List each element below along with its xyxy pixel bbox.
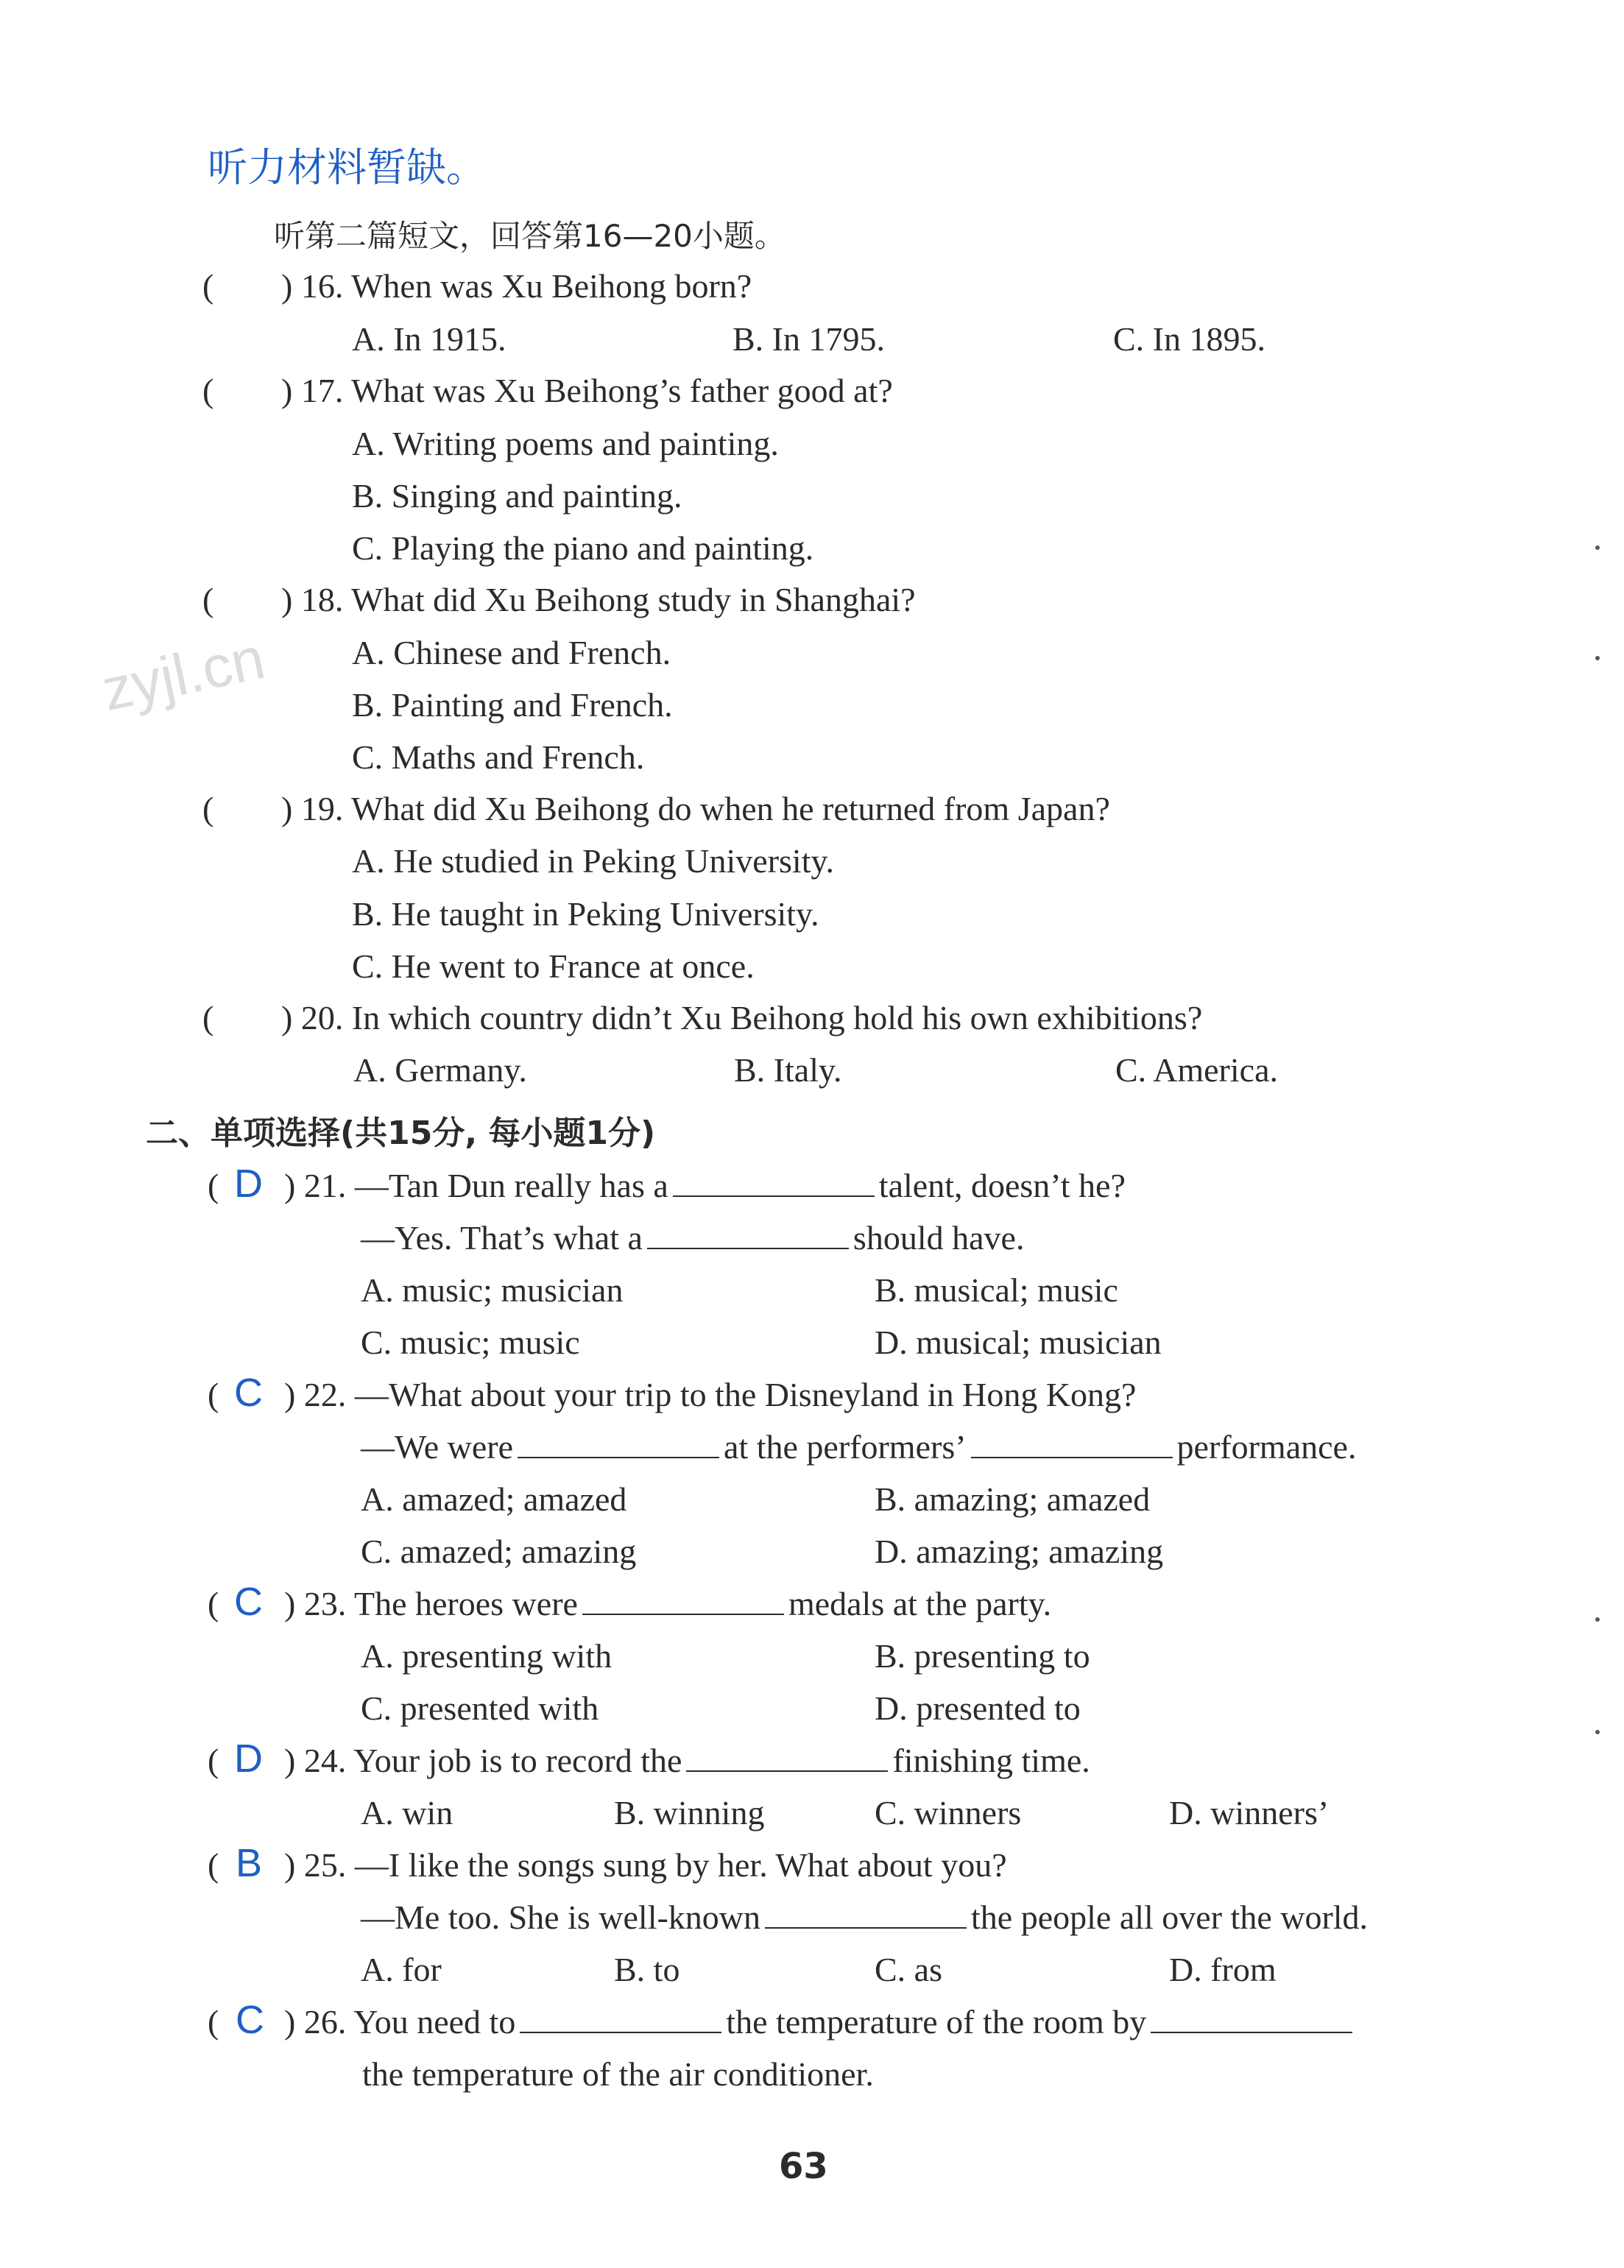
answer-blank <box>971 1435 1173 1458</box>
answer-mark: C <box>236 1998 264 2042</box>
listening-instruction: 听第二篇短文，回答第16—20小题。 <box>274 218 785 254</box>
question-text: ) 18. What did Xu Beihong study in Shanghai? <box>281 581 916 618</box>
option-c: C. amazed; amazing <box>361 1533 637 1570</box>
option-b: B. Italy. <box>734 1051 842 1089</box>
option-a: A. music; musician <box>361 1271 624 1309</box>
option-a: A. Writing poems and painting. <box>352 425 779 462</box>
option-c: C. Playing the piano and painting. <box>352 529 814 567</box>
option-c: C. music; music <box>361 1324 580 1361</box>
dialogue-reply <box>361 1218 1024 1257</box>
option-a: A. presenting with <box>361 1637 612 1675</box>
question-text: ) 16. When was Xu Beihong born? <box>281 267 752 305</box>
question-continuation: the temperature of the air conditioner. <box>362 2055 874 2093</box>
question-stem: ) 23. The heroes were <box>284 1585 578 1622</box>
question-stem-mid: the temperature of the room by <box>726 2003 1147 2041</box>
question-text <box>284 1166 1126 1205</box>
reply-text: —Yes. That’s what a <box>361 1219 643 1257</box>
option-b: B. He taught in Peking University. <box>352 895 819 933</box>
answer-blank <box>520 2010 721 2033</box>
reply-text-tail: performance. <box>1176 1428 1357 1466</box>
question-text: ) 20. In which country didn’t Xu Beihong hold his own exhibitions? <box>281 999 1203 1036</box>
option-b: B. Singing and painting. <box>352 477 682 515</box>
question-stem: ) 25. —I like the songs sung by her. What about you? <box>284 1846 1007 1884</box>
option-d: D. musical; musician <box>875 1324 1162 1361</box>
option-c: C. presented with <box>361 1689 599 1727</box>
option-b: B. winning <box>614 1794 765 1831</box>
answer-paren-open: ( <box>202 790 214 827</box>
answer-paren-open: ( <box>208 1846 219 1884</box>
option-b: B. In 1795. <box>732 320 885 358</box>
option-c: C. winners <box>875 1794 1022 1831</box>
section-title: 二、单项选择(共15分, 每小题1分) <box>146 1114 656 1152</box>
answer-mark: D <box>234 1162 263 1206</box>
answer-paren-open: ( <box>202 999 214 1036</box>
question-text: ) 19. What did Xu Beihong do when he returned from Japan? <box>281 790 1110 827</box>
question-text <box>284 2002 1357 2041</box>
question-text <box>284 1584 1051 1623</box>
option-c: C. as <box>875 1951 942 1988</box>
missing-audio-note: 听力材料暂缺。 <box>208 144 486 191</box>
answer-mark: C <box>234 1580 263 1624</box>
question-stem: ) 22. —What about your trip to the Disneyland in Hong Kong? <box>284 1376 1137 1413</box>
scan-speck <box>1595 1617 1600 1622</box>
watermark: zyjl.cn <box>96 624 270 724</box>
dialogue-reply <box>361 1427 1356 1466</box>
option-c: C. Maths and French. <box>352 738 645 776</box>
answer-blank <box>686 1748 888 1772</box>
question-stem-tail: finishing time. <box>892 1742 1090 1779</box>
option-d: D. from <box>1169 1951 1277 1988</box>
answer-paren-open: ( <box>202 581 214 618</box>
option-b: B. amazing; amazed <box>875 1480 1151 1518</box>
option-b: B. presenting to <box>875 1637 1090 1675</box>
answer-paren-open: ( <box>202 267 214 305</box>
question-stem: ) 24. Your job is to record the <box>284 1742 682 1779</box>
option-a: A. for <box>361 1951 442 1988</box>
answer-paren-open: ( <box>208 1167 219 1204</box>
answer-blank <box>765 1905 967 1929</box>
question-text: ) 17. What was Xu Beihong’s father good at? <box>281 372 893 409</box>
scan-speck <box>1595 1730 1600 1734</box>
answer-paren-open: ( <box>208 1376 219 1413</box>
answer-mark: B <box>236 1841 263 1885</box>
reply-text-tail: should have. <box>852 1219 1025 1257</box>
answer-paren-open: ( <box>208 1742 219 1779</box>
option-c: C. America. <box>1115 1051 1278 1089</box>
option-a: A. He studied in Peking University. <box>352 842 835 880</box>
option-a: A. amazed; amazed <box>361 1480 627 1518</box>
answer-blank <box>518 1435 719 1458</box>
option-a: A. In 1915. <box>352 320 506 358</box>
reply-text: —Me too. She is well-known <box>361 1898 761 1936</box>
option-d: D. amazing; amazing <box>875 1533 1164 1570</box>
option-c: C. He went to France at once. <box>352 947 755 985</box>
scan-speck <box>1595 656 1600 660</box>
option-c: C. In 1895. <box>1113 320 1265 358</box>
option-b: B. Painting and French. <box>352 686 673 724</box>
question-stem-tail: medals at the party. <box>788 1585 1052 1622</box>
answer-blank <box>673 1173 875 1197</box>
page-number: 63 <box>779 2146 828 2187</box>
question-stem-tail: talent, doesn’t he? <box>878 1167 1126 1204</box>
question-stem: ) 21. —Tan Dun really has a <box>284 1167 668 1204</box>
question-stem: ) 26. You need to <box>284 2003 516 2041</box>
scan-speck <box>1595 545 1600 550</box>
reply-text: —We were <box>361 1428 514 1466</box>
answer-blank <box>1151 2010 1352 2033</box>
option-d: D. presented to <box>875 1689 1081 1727</box>
option-b: B. musical; music <box>875 1271 1118 1309</box>
answer-mark: C <box>234 1371 263 1415</box>
option-a: A. Germany. <box>353 1051 527 1089</box>
answer-paren-open: ( <box>208 2003 219 2041</box>
option-a: A. Chinese and French. <box>352 634 671 671</box>
reply-text-tail: the people all over the world. <box>971 1898 1369 1936</box>
option-a: A. win <box>361 1794 453 1831</box>
answer-paren-open: ( <box>208 1585 219 1622</box>
dialogue-reply <box>361 1898 1368 1937</box>
answer-blank <box>582 1592 784 1615</box>
answer-blank <box>647 1226 849 1249</box>
option-d: D. winners’ <box>1169 1794 1330 1831</box>
option-b: B. to <box>614 1951 680 1988</box>
reply-text-mid: at the performers’ <box>724 1428 967 1466</box>
answer-mark: D <box>234 1737 263 1781</box>
answer-paren-open: ( <box>202 372 214 409</box>
question-text <box>284 1741 1090 1780</box>
